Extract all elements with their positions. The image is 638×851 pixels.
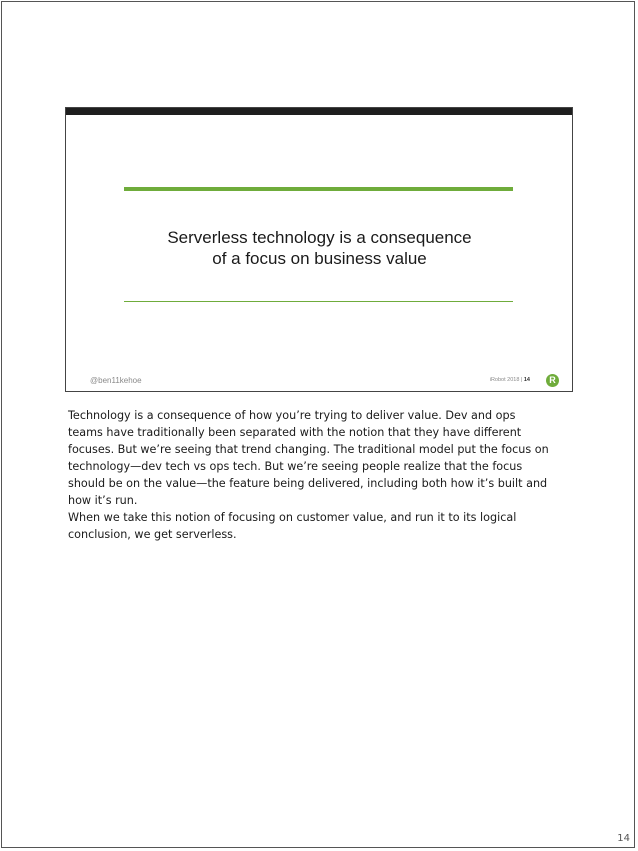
footer-slide-number: 14 xyxy=(523,377,530,383)
irobot-logo-icon: R xyxy=(546,374,559,387)
notes-line: should be on the value—the feature being delivered, including both how it’s built and xyxy=(68,477,548,490)
footer-event-label: iRobot 2018 | xyxy=(489,377,524,383)
slide-title-line-2: of a focus on business value xyxy=(212,249,427,268)
page-number: 14 xyxy=(617,833,630,844)
green-rule-top xyxy=(124,187,513,191)
twitter-handle: @ben11kehoe xyxy=(90,376,142,385)
notes-line: Technology is a consequence of how you’re trying to deliver value. Dev and ops xyxy=(68,409,516,422)
notes-line: conclusion, we get serverless. xyxy=(68,528,237,541)
speaker-notes xyxy=(68,407,568,543)
green-rule-bottom xyxy=(124,301,513,302)
notes-line: technology—dev tech vs ops tech. But we’re seeing people realize that the focus xyxy=(68,460,523,473)
notes-line: focuses. But we’re seeing that trend changing. The traditional model put the focus on xyxy=(68,443,549,456)
notes-line: When we take this notion of focusing on customer value, and run it to its logical xyxy=(68,511,517,524)
slide-thumbnail xyxy=(65,107,573,392)
slide-title xyxy=(106,227,533,269)
slide-top-bar xyxy=(66,108,572,115)
slide-title-line-1: Serverless technology is a consequence xyxy=(167,228,472,247)
notes-line: teams have traditionally been separated with the notion that they have different xyxy=(68,426,522,439)
notes-line: how it’s run. xyxy=(68,494,138,507)
slide-footer-event xyxy=(490,377,530,383)
